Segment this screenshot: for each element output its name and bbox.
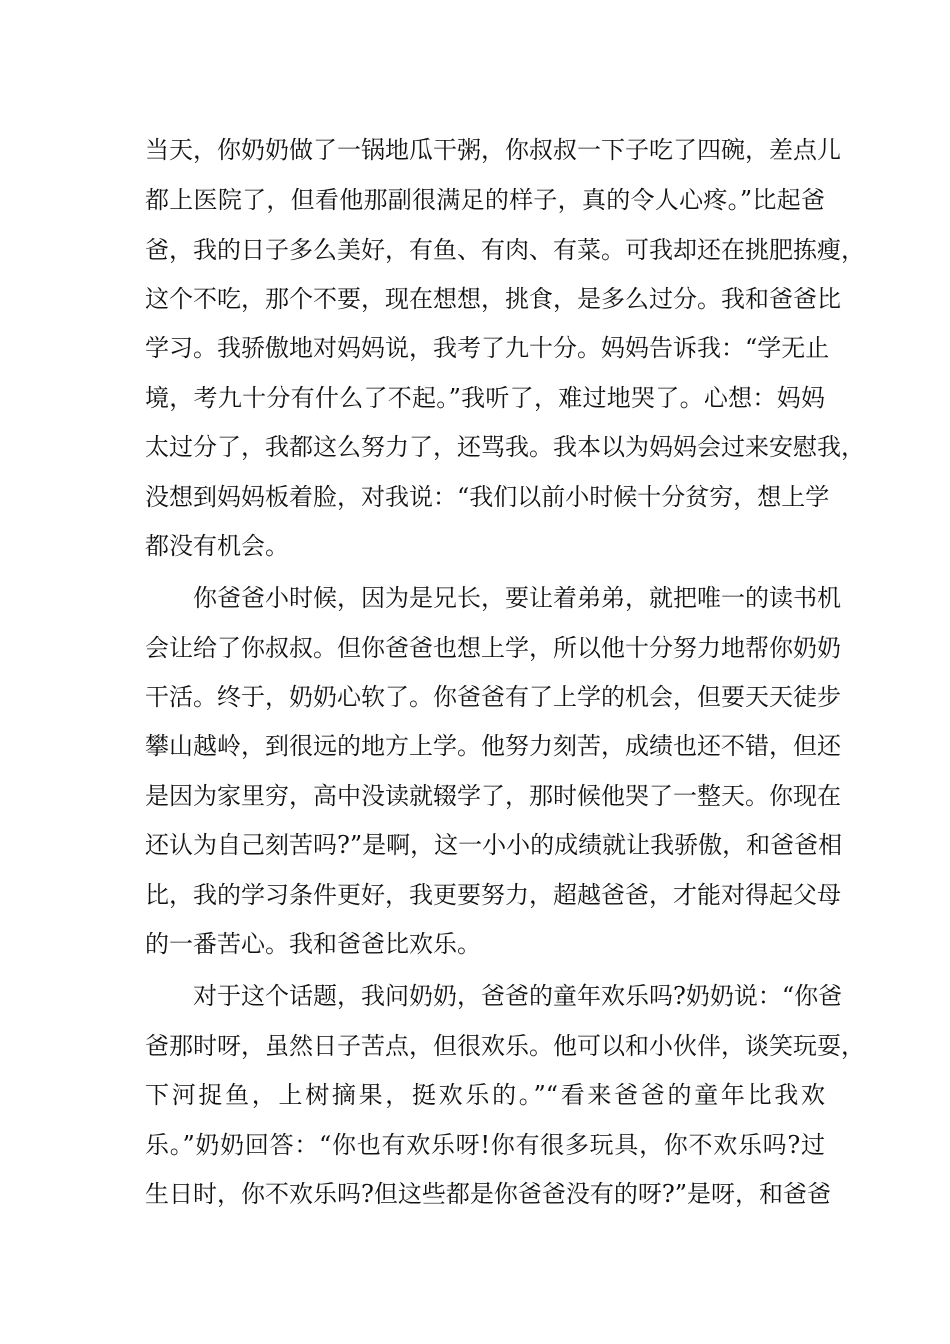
text-line: 还认为自己刻苦吗?”是啊，这一小小的成绩就让我骄傲，和爸爸相 [145, 831, 843, 859]
text-line: 这个不吃，那个不要，现在想想，挑食，是多么过分。我和爸爸比 [145, 285, 841, 313]
paragraph-first-line: 对于这个话题，我问奶奶，爸爸的童年欢乐吗?奶奶说：“你爸 [193, 982, 843, 1010]
text-line: 爸那时呀，虽然日子苦点，但很欢乐。他可以和小伙伴，谈笑玩耍， [145, 1032, 865, 1060]
text-line: 会让给了你叔叔。但你爸爸也想上学，所以他十分努力地帮你奶奶 [145, 634, 841, 662]
text-line: 下河捉鱼，上树摘果，挺欢乐的。”“看来爸爸的童年比我欢 [145, 1081, 825, 1109]
text-line: 太过分了，我都这么努力了，还骂我。我本以为妈妈会过来安慰我， [145, 433, 865, 461]
text-line: 干活。终于，奶奶心软了。你爸爸有了上学的机会，但要天天徒步 [145, 683, 841, 711]
text-line: 爸，我的日子多么美好，有鱼、有肉、有菜。可我却还在挑肥拣瘦， [145, 236, 865, 264]
text-line: 比，我的学习条件更好，我更要努力，超越爸爸，才能对得起父母 [145, 881, 841, 909]
text-line: 学习。我骄傲地对妈妈说，我考了九十分。妈妈告诉我：“学无止 [145, 334, 830, 362]
paragraph-first-line: 你爸爸小时候，因为是兄长，要让着弟弟，就把唯一的读书机 [193, 584, 841, 612]
text-line: 生日时，你不欢乐吗?但这些都是你爸爸没有的呀?”是呀，和爸爸 [145, 1180, 832, 1208]
text-line: 都上医院了，但看他那副很满足的样子，真的令人心疼。”比起爸 [145, 186, 825, 214]
text-line: 当天，你奶奶做了一锅地瓜干粥，你叔叔一下子吃了四碗，差点儿 [145, 136, 841, 164]
text-line: 没想到妈妈板着脸，对我说：“我们以前小时候十分贫穷，想上学 [145, 483, 830, 511]
text-line: 攀山越岭，到很远的地方上学。他努力刻苦，成绩也还不错，但还 [145, 732, 841, 760]
text-line: 是因为家里穷，高中没读就辍学了，那时候他哭了一整天。你现在 [145, 782, 841, 810]
text-line: 乐。”奶奶回答：“你也有欢乐呀!你有很多玩具，你不欢乐吗?过 [145, 1131, 825, 1159]
text-line: 的一番苦心。我和爸爸比欢乐。 [145, 930, 481, 958]
text-line: 都没有机会。 [145, 532, 289, 560]
text-line: 境，考九十分有什么了不起。”我听了，难过地哭了。心想：妈妈 [145, 384, 825, 412]
